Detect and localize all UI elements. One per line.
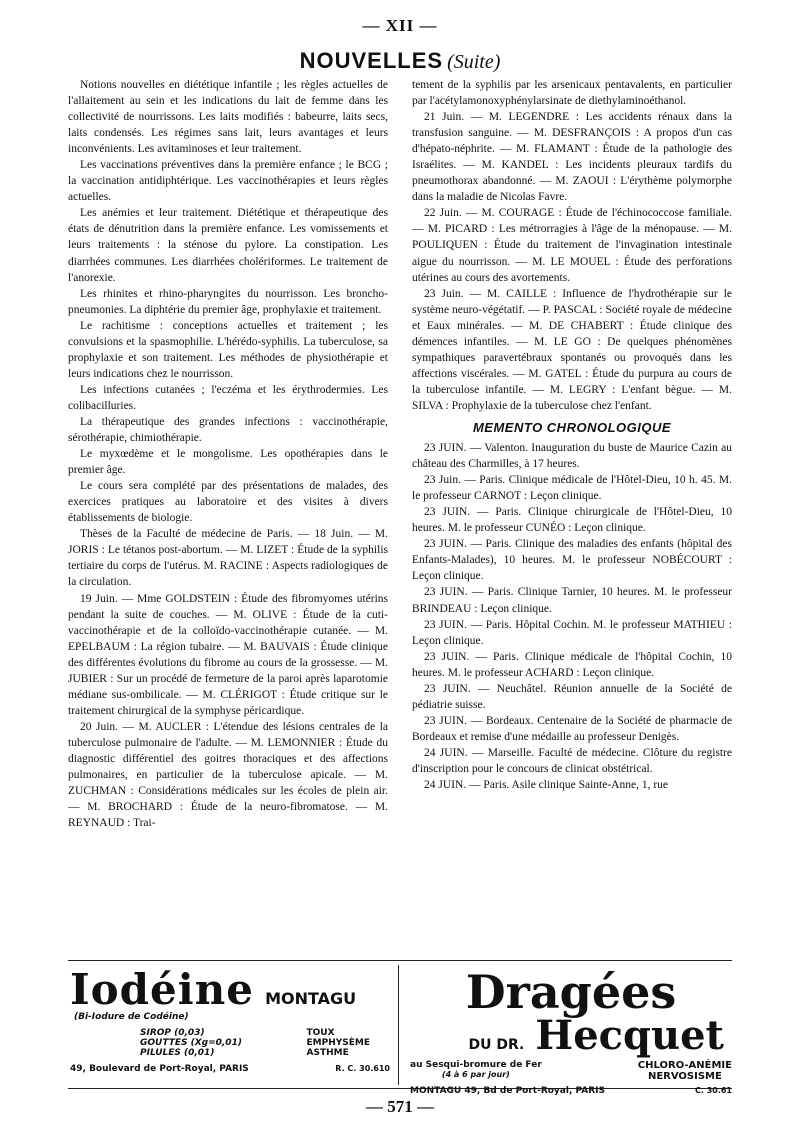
right-column	[412, 77, 732, 793]
theses-paragraph: Thèses de la Faculté de médecine de Paris. — 18 Juin. — M. JORIS : Le tétanos post-abortum. — M. LIZET : Étude de la syphilis tertiaire du corps de l'utérus. M. RACINE : Aspects radiologiques de la circulation.	[68, 528, 388, 589]
memento-entry: 23 JUIN. — Paris. Clinique chirurgicale de l'Hôtel-Dieu, 10 heures. M. le professeur CUNÉO : Leçon clinique.	[412, 506, 732, 535]
ad-indication: TOUX	[306, 1028, 335, 1038]
ad-indication: ASTHME	[306, 1048, 349, 1058]
ad-ref: R. C. 30.610	[335, 1064, 390, 1073]
ad-divider	[398, 965, 399, 1085]
page-roman-numeral: — XII —	[362, 16, 438, 35]
paragraph: Le cours sera complété par des présentations de malades, des exercices pratiques au laboratoire et des visites à divers établissements de biologie.	[68, 480, 388, 525]
paragraph: tement de la syphilis par les arsenicaux pentavalents, en particulier par l'acétylamonoxyphénylarsinate de diethylaminoéthanol.	[412, 79, 732, 108]
paragraph: Le rachitisme : conceptions actuelles et traitement ; les convulsions et la spasmophilie. L'hérédo-syphilis. La tuberculose, sa prophylaxie et son traitement. Les méthodes de physiothérapie et leurs indications chez le nourrisson.	[68, 319, 388, 380]
ad-indication: EMPHYSÈME	[306, 1038, 370, 1048]
memento-heading: MEMENTO CHRONOLOGIQUE	[472, 419, 672, 435]
ad-indication: CHLORO-ANÉMIE	[637, 1060, 732, 1071]
paragraph: 21 Juin. — M. LEGENDRE : Les accidents rénaux dans la transfusion sanguine. — M. DESFRANÇOIS : A propos d'un cas d'hépato-néphrite. — M. FLAMANT : Étude de la pathologie des Israélites. — M. KANDEL : Les incidents pleuraux tardifs du pneumothorax abandonné. — M. ZAOUI : L'érythème polymorphe dans la maladie de Nicolas Favre.	[412, 111, 732, 204]
memento-entry: 23 JUIN. — Bordeaux. Centenaire de la Société de pharmacie de Bordeaux et remise d'une médaille au professeur Denigès.	[412, 714, 732, 743]
paragraph: Les vaccinations préventives dans la première enfance ; le BCG ; la vaccination antidiphtérique. Les vaccinothérapies et leurs règles actuelles.	[68, 159, 388, 204]
paragraph: La thérapeutique des grandes infections : vaccinothérapie, sérothérapie, chimiothérapie.	[68, 415, 388, 445]
ad-dose: (4 à 6 par jour)	[441, 1070, 510, 1079]
ad-desc: au Sesqui-bromure de Fer	[410, 1060, 542, 1070]
section-title-suffix: (Suite)	[447, 51, 501, 73]
paragraph: 22 Juin. — M. COURAGE : Étude de l'échinococcose familiale. — M. PICARD : Les métrorragies à l'âge de la ménopause. — M. POULIQUEN : Étude du traitement de l'invagination intestinale aigue du nourrisson. — M. LE MOUEL : Étude des perforations utérines au cours des avortements.	[412, 207, 732, 284]
paragraph: 19 Juin. — Mme GOLDSTEIN : Étude des fibromyomes utérins pendant la suite de couches. — M. OLIVE : Étude de la cuti-vaccinothérapie et de la colloïdo-vaccinothérapie cutanée. — M. EPELBAUM : La région tubaire. — M. BAUVAIS : Étude clinique des différentes évolutions du fibrome au cours de la grossesse. — M. JUBIER : Sur un procédé de fermeture de la paroi après laparotomie médiane sus-ombilicale. — M. CLÉRIGOT : Étude critique sur le traitement chirurgical de la symphyse péricardique.	[68, 592, 388, 717]
memento-entry: 23 JUIN. — Paris. Clinique médicale de l'hôpital Cochin, 10 heures. M. le professeur ACHARD : Leçon clinique.	[412, 650, 732, 679]
ad-name: Hecquet	[535, 1012, 724, 1059]
ad-form: SIROP (0,03)	[140, 1028, 205, 1038]
paragraph: Les rhinites et rhino-pharyngites du nourrisson. Les broncho-pneumonies. La diphtérie du premier âge, prophylaxie et traitement.	[68, 287, 388, 316]
paragraph: 23 Juin. — M. CAILLE : Influence de l'hydrothérapie sur le système neuro-végétatif. — P. PASCAL : Société royale de médecine et Eaux minérales. — M. DE CHABERT : Étude clinique des démences infantiles. — M. LE GO : De quelques phénomènes sympathiques paravertébraux spontanés ou provoqués dans les affections viscérales. — M. GATEL : Étude du purpura au cours de la tuberculose infantile. — M. LEGRY : L'enfant bègue. — M. SILVA : Prophylaxie de la tuberculose chez l'enfant.	[412, 287, 732, 412]
paragraph: Le myxœdème et le mongolisme. Les opothérapies dans le premier âge.	[68, 448, 388, 477]
ad-iodeine	[70, 965, 390, 1074]
ad-brand: Dragées	[465, 965, 677, 1019]
paragraph: Les infections cutanées ; l'eczéma et les érythrodermies. Les colibacilluries.	[68, 383, 388, 412]
memento-entry: 23 JUIN. — Paris. Hôpital Cochin. M. le professeur MATHIEU : Leçon clinique.	[412, 618, 732, 647]
ad-by: DU DR.	[468, 1037, 525, 1053]
memento-entry: 23 JUIN. — Neuchâtel. Réunion annuelle de la Société de pédiatrie suisse.	[412, 682, 732, 711]
ad-maker: MONTAGU	[265, 989, 357, 1008]
section-title: NOUVELLES	[299, 48, 444, 73]
ad-address: 49, Boulevard de Port-Royal, PARIS	[70, 1064, 249, 1074]
ad-form: PILULES (0,01)	[140, 1048, 215, 1058]
memento-entry: 24 JUIN. — Paris. Asile clinique Sainte-Anne, 1, rue	[424, 779, 669, 792]
memento-entry: 23 JUIN. — Paris. Clinique des maladies des enfants (hôpital des Enfants-Malades), 10 heures. M. le professeur NOBÉCOURT : Leçon clinique.	[412, 538, 732, 583]
ad-subtitle: (Bi-Iodure de Codéine)	[74, 1012, 189, 1022]
memento-entry: 24 JUIN. — Marseille. Faculté de médecine. Clôture du registre d'inscription pour le concours de clinicat obstétrical.	[412, 746, 732, 775]
memento-entry: 23 Juin. — Paris. Clinique médicale de l'Hôtel-Dieu, 10 h. 45. M. le professeur CARNOT : Leçon clinique.	[412, 474, 732, 503]
ad-top-rule	[68, 960, 732, 961]
ad-ref: C. 30.61	[695, 1086, 732, 1095]
paragraph: Les anémies et leur traitement. Diététique et thérapeutique des états de dénutrition dans la première enfance. Les vomissements et leurs traitements : la sténose du pylore. La constipation. Les diarrhées communes. Les diarrhées cholériformes. Le traitement de l'anorexie.	[68, 207, 388, 284]
page-number: — 571 —	[366, 1097, 434, 1116]
ad-dragees-hecquet	[410, 965, 732, 1096]
paragraph: Notions nouvelles en diététique infantile ; les règles actuelles de l'allaitement au sein et les indications du lait de femme dans les collectivité de nourrissons. Les laits modifiés : babeurre, laits secs, laits condensés. Les régimes sans lait, leurs avantages et leurs inconvénients. Les avitaminoses et leur traitement.	[68, 79, 388, 156]
memento-entry: 23 JUIN. — Valenton. Inauguration du buste de Maurice Cazin au château des Charmilles, à 17 heures.	[412, 442, 732, 471]
memento-entry: 23 JUIN. — Paris. Clinique Tarnier, 10 heures. M. le professeur BRINDEAU : Leçon clinique.	[412, 586, 732, 615]
ad-address: MONTAGU 49, Bd de Port-Royal, PARIS	[410, 1086, 606, 1096]
ad-indication: NERVOSISME	[647, 1071, 722, 1082]
page-title	[0, 48, 800, 74]
ad-form: GOUTTES (Xg=0,01)	[140, 1038, 242, 1048]
paragraph: 20 Juin. — M. AUCLER : L'étendue des lésions centrales de la tuberculose pulmonaire de l'adulte. — M. LEMONNIER : Étude du diagnostic différentiel des goitres thoraciques et des affections pulmonaires, en particulier de la tuberculose apicale. — M. ZUCHMAN : Considérations médicales sur les écoles de plein air. — M. BROCHARD : Étude de la neuro-fibromatose. — M. REYNAUD : Trai-	[68, 720, 388, 830]
ad-brand: Iodéine	[70, 965, 254, 1014]
left-column	[68, 77, 388, 831]
